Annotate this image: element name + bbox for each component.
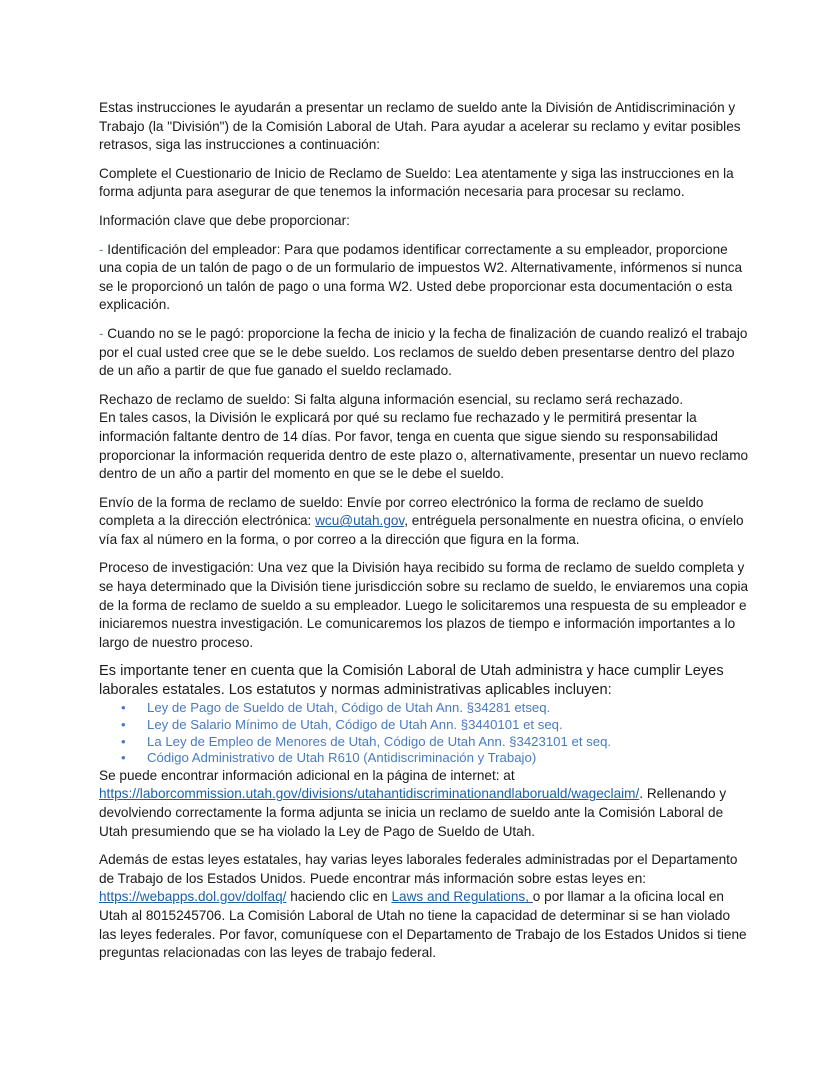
dash-marker: - xyxy=(99,241,104,257)
law-item-text: Código Administrativo de Utah R610 (Antidiscriminación y Trabajo) xyxy=(147,750,537,766)
federal-text-before: Además de estas leyes estatales, hay varias leyes laborales federales administradas por el Departamento de Trabajo de los Estados Unidos. Puede encontrar más información sobre estas leyes en: xyxy=(99,852,738,886)
law-item-text: La Ley de Empleo de Menores de Utah, Código de Utah Ann. §3423101 et seq. xyxy=(147,733,612,749)
bullet-icon: • xyxy=(121,700,126,716)
wageclaim-link[interactable]: https://laborcommission.utah.gov/divisions/utahantidiscriminationandlaboruald/wageclaim/ xyxy=(99,786,640,802)
laws-list xyxy=(99,700,749,766)
complete-questionnaire-paragraph: Complete el Cuestionario de Inicio de Reclamo de Sueldo: Lea atentamente y siga las instrucciones en la forma adjunta para asegurar de que tenemos la información necesaria para procesar su reclamo. xyxy=(99,165,734,200)
employer-id-paragraph xyxy=(99,241,749,315)
email-link[interactable]: wcu@utah.gov xyxy=(315,513,405,529)
bullet-icon: • xyxy=(121,750,126,766)
investigation-paragraph: Proceso de investigación: Una vez que la División haya recibido su forma de reclamo de sueldo completa y se haya determinado que la División tiene jurisdicción sobre su reclamo de sueldo, le enviaremos una copia de la forma de reclamo de sueldo a su empleador. Luego le solicitaremos una respuesta de su empleador e iniciaremos nuestra investigación. Le comunicaremos los plazos de tiempo e información importantes a lo largo de nuestro proceso. xyxy=(99,560,749,650)
employer-id-text: Identificación del empleador: Para que podamos identificar correctamente a su empleador, proporcione una copia de un talón de pago o de un formulario de impuestos W2. Alternativamente, infórmenos si nunca se le proporcionó un talón de pago o una forma W2. Usted debe proporcionar esta documentación o esta explicación. xyxy=(99,241,743,313)
more-info-text-after: . Rellenando y devolviendo correctamente la forma adjunta se inicia un reclamo de sueldo ante la Comisión Laboral de Utah presumiendo que se ha violado la Ley de Pago de Sueldo de Utah. xyxy=(99,786,727,839)
submission-paragraph xyxy=(99,494,749,550)
law-item xyxy=(121,734,749,751)
more-info-paragraph xyxy=(99,767,749,841)
law-item-text: Ley de Salario Mínimo de Utah, Código de Utah Ann. §3440101 et seq. xyxy=(147,717,563,733)
law-item xyxy=(121,700,749,717)
federal-text-after: o por llamar a la oficina local en Utah al 8015245706. La Comisión Laboral de Utah no tiene la capacidad de determinar si se han violado las leyes federales. Por favor, comuníquese con el Departamento de Trabajo de los Estados Unidos si tiene preguntas relacionadas con las leyes de trabajo federal. xyxy=(99,889,747,961)
laws-regulations-link[interactable]: Laws and Regulations, xyxy=(391,889,533,905)
not-paid-text: Cuando no se le pagó: proporcione la fecha de inicio y la fecha de finalización de cuando realizó el trabajo por el cual usted cree que se le debe sueldo. Los reclamos de sueldo deben presentarse dentro del plazo de un año a partir de que fue ganado el sueldo reclamado. xyxy=(99,325,748,379)
laws-lead-paragraph: Es importante tener en cuenta que la Comisión Laboral de Utah administra y hace cumplir Leyes laborales estatales. Los estatutos y normas administrativas aplicables incluyen: xyxy=(99,663,724,699)
rejection-line-1: Rechazo de reclamo de sueldo: Si falta alguna información esencial, su reclamo será rechazado. xyxy=(99,391,684,407)
bullet-icon: • xyxy=(121,733,126,749)
not-paid-paragraph xyxy=(99,325,749,381)
federal-text-middle: haciendo clic en xyxy=(286,889,392,905)
dol-faq-link[interactable]: https://webapps.dol.gov/dolfaq/ xyxy=(99,889,287,905)
intro-paragraph: Estas instrucciones le ayudarán a presentar un reclamo de sueldo ante la División de Antidiscriminación y Trabajo (la "División") de la Comisión Laboral de Utah. Para ayudar a acelerar su reclamo y evitar posibles retrasos, siga las instrucciones a continuación: xyxy=(99,100,741,153)
law-item-text: Ley de Pago de Sueldo de Utah, Código de Utah Ann. §34281 etseq. xyxy=(147,700,551,716)
dash-marker: - xyxy=(99,325,104,341)
federal-paragraph xyxy=(99,851,749,963)
law-item xyxy=(121,717,749,734)
key-info-heading: Información clave que debe proporcionar: xyxy=(99,212,350,228)
more-info-text-before: Se puede encontrar información adicional en la página de internet: at xyxy=(99,767,515,783)
bullet-icon: • xyxy=(121,717,126,733)
document-body xyxy=(99,99,749,963)
rejection-line-2: En tales casos, la División le explicará por qué su reclamo fue rechazado y le permitirá presentar la información faltante dentro de 14 días. Por favor, tenga en cuenta que sigue siendo su responsabilidad proporcionar la información requerida dentro de este plazo o, alternativamente, presentar un nuevo reclamo dentro de un año a partir del momento en que se le debe el sueldo. xyxy=(99,410,749,482)
rejection-paragraph xyxy=(99,391,749,484)
submission-text-before: Envío de la forma de reclamo de sueldo: Envíe por correo electrónico la forma de reclamo de sueldo completa a la dirección electrónica: xyxy=(99,494,704,529)
law-item xyxy=(121,750,749,767)
submission-text-after: , entréguela personalmente en nuestra oficina, o envíelo vía fax al número en la forma, o por correo a la dirección que figura en la forma. xyxy=(99,513,744,547)
